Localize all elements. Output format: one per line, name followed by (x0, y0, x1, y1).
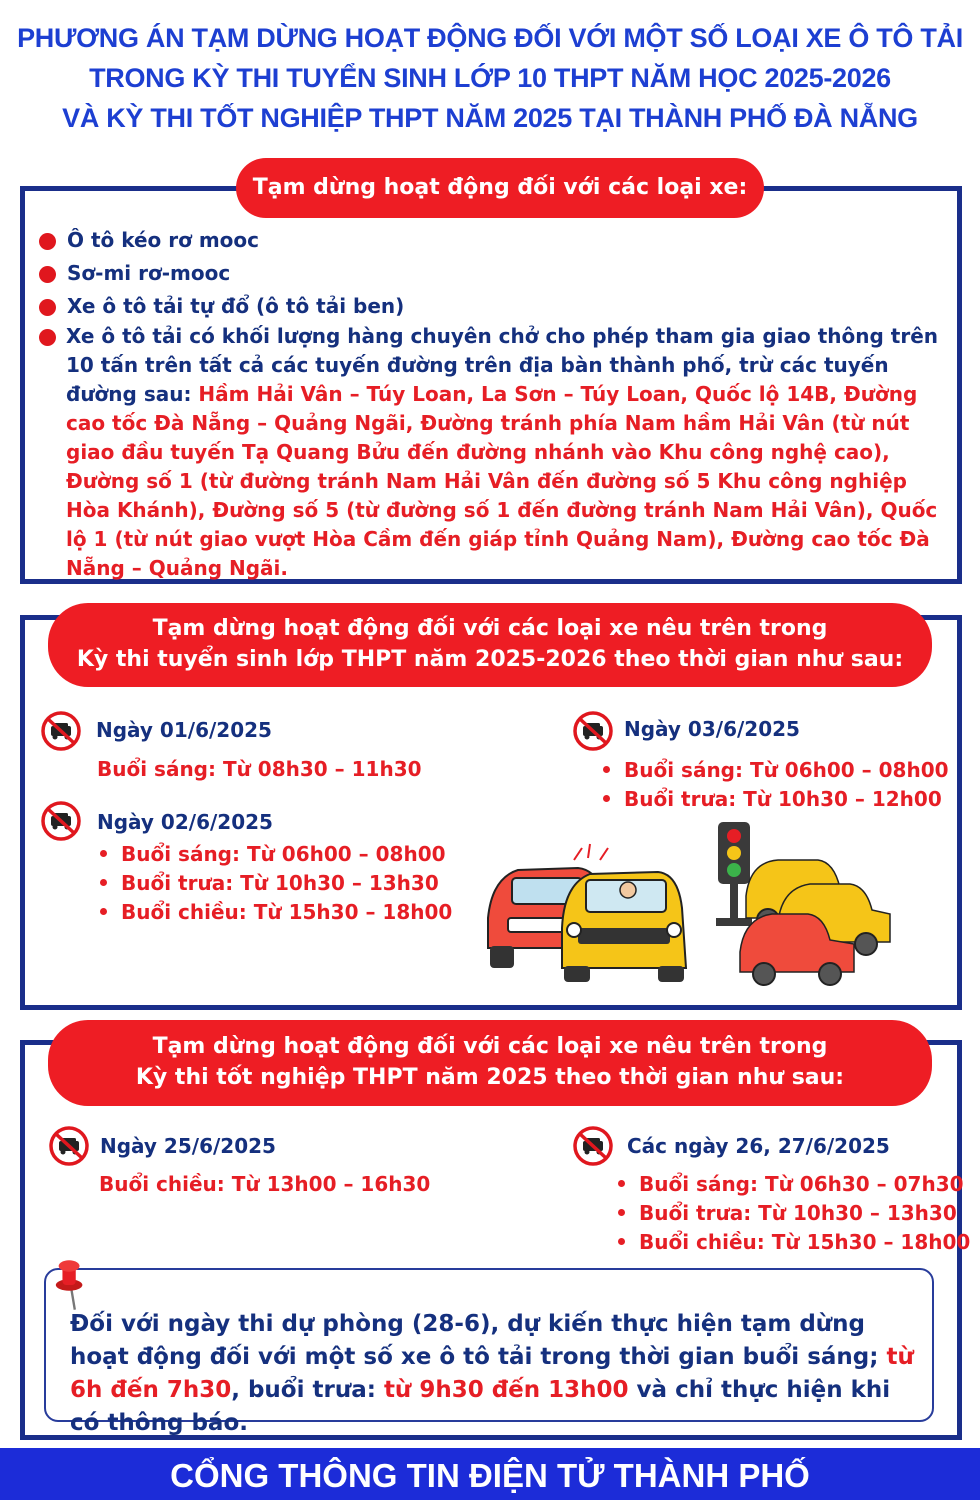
header-line-1: Tạm dừng hoạt động đối với các loại xe nêu trên trong (152, 1034, 828, 1059)
time-slot: Buổi trưa: Từ 10h30 – 13h30 (618, 1201, 957, 1225)
time-slot: Buổi trưa: Từ 10h30 – 12h00 (603, 787, 942, 811)
time-slot: Buổi sáng: Từ 06h30 – 07h30 (618, 1172, 964, 1196)
bullet-icon (39, 299, 56, 316)
exam-date: Ngày 02/6/2025 (97, 810, 273, 834)
vehicle-item: Sơ-mi rơ-mooc (67, 261, 231, 285)
vehicle-item-heavy-truck (66, 322, 951, 583)
section-vehicle-types-header: Tạm dừng hoạt động đối với các loại xe: (236, 158, 764, 218)
section-graduation-exam-header (48, 1020, 932, 1106)
time-slot: Buổi trưa: Từ 10h30 – 13h30 (100, 871, 439, 895)
exam-date: Ngày 03/6/2025 (624, 717, 800, 741)
bullet-icon (39, 266, 56, 283)
no-truck-icon (572, 1125, 614, 1167)
no-truck-icon (40, 800, 82, 842)
time-slot: Buổi chiều: Từ 13h00 – 16h30 (99, 1172, 431, 1196)
no-truck-icon (48, 1125, 90, 1167)
page-title (0, 18, 980, 138)
exam-date: Các ngày 26, 27/6/2025 (627, 1134, 890, 1158)
time-slot: Buổi chiều: Từ 15h30 – 18h00 (618, 1230, 970, 1254)
title-line-3: VÀ KỲ THI TỐT NGHIỆP THPT NĂM 2025 TẠI THÀNH PHỐ ĐÀ NẴNG (62, 103, 918, 133)
backup-day-note-text: Đối với ngày thi dự phòng (28-6), dự kiến thực hiện tạm dừng hoạt động đối với một số xe ô tô tải trong thời gian buổi sáng; từ 6h đến 7h30, buổi trưa: từ 9h30 đến 13h00 và chỉ thực hiện khi có thông báo. (70, 1311, 914, 1436)
section-admission-exam-header (48, 603, 932, 687)
exam-date: Ngày 25/6/2025 (100, 1134, 276, 1158)
time-slot: Buổi chiều: Từ 15h30 – 18h00 (100, 900, 452, 924)
vehicle-item: Ô tô kéo rơ mooc (67, 228, 260, 252)
header-line-2: Kỳ thi tốt nghiệp THPT năm 2025 theo thời gian như sau: (135, 1065, 845, 1090)
title-line-2: TRONG KỲ THI TUYỂN SINH LỚP 10 THPT NĂM HỌC 2025-2026 (89, 63, 891, 93)
no-truck-icon (572, 710, 614, 752)
time-slot: Buổi sáng: Từ 06h00 – 08h00 (100, 842, 446, 866)
title-line-1: PHƯƠNG ÁN TẠM DỪNG HOẠT ĐỘNG ĐỐI VỚI MỘT SỐ LOẠI XE Ô TÔ TẢI (17, 23, 963, 53)
exam-date: Ngày 01/6/2025 (96, 718, 272, 742)
time-slot: Buổi sáng: Từ 06h00 – 08h00 (603, 758, 949, 782)
car-icon (562, 844, 686, 982)
traffic-illustration (478, 818, 898, 988)
header-line-2: Kỳ thi tuyển sinh lớp THPT năm 2025-2026 theo thời gian như sau: (76, 647, 904, 672)
header-line-1: Tạm dừng hoạt động đối với các loại xe nêu trên trong (152, 616, 828, 641)
bullet-icon (39, 329, 56, 346)
vehicle-item: Xe ô tô tải tự đổ (ô tô tải ben) (67, 294, 405, 318)
heavy-truck-intro: Xe ô tô tải có khối lượng hàng chuyên chở cho phép tham gia giao thông trên 10 tấn trên tất cả các tuyến đường trên địa bàn thành phố, trừ các tuyến đường sau: (66, 324, 939, 406)
no-truck-icon (40, 710, 82, 752)
bullet-icon (39, 233, 56, 250)
time-slot: Buổi sáng: Từ 08h30 – 11h30 (97, 757, 422, 781)
footer-banner: CỔNG THÔNG TIN ĐIỆN TỬ THÀNH PHỐ (0, 1448, 980, 1500)
pushpin-icon (52, 1258, 90, 1312)
exempt-routes: Hầm Hải Vân – Túy Loan, La Sơn – Túy Loan, Quốc lộ 14B, Đường cao tốc Đà Nẵng – Quảng Ngãi, Đường tránh phía Nam hầm Hải Vân (từ nút giao đầu tuyến Tạ Quang Bửu đến đường nhánh vào Khu công nghệ cao), Đường số 1 (từ đường tránh Nam Hải Vân đến đường số 5 Khu công nghiệp Hòa Khánh), Đường số 5 (từ đường số 1 đến đường tránh Nam Hải Vân), Quốc lộ 1 (từ nút giao vượt Hòa Cầm đến giáp tỉnh Quảng Nam), Đường cao tốc Đà Nẵng – Quảng Ngãi. (66, 382, 938, 580)
